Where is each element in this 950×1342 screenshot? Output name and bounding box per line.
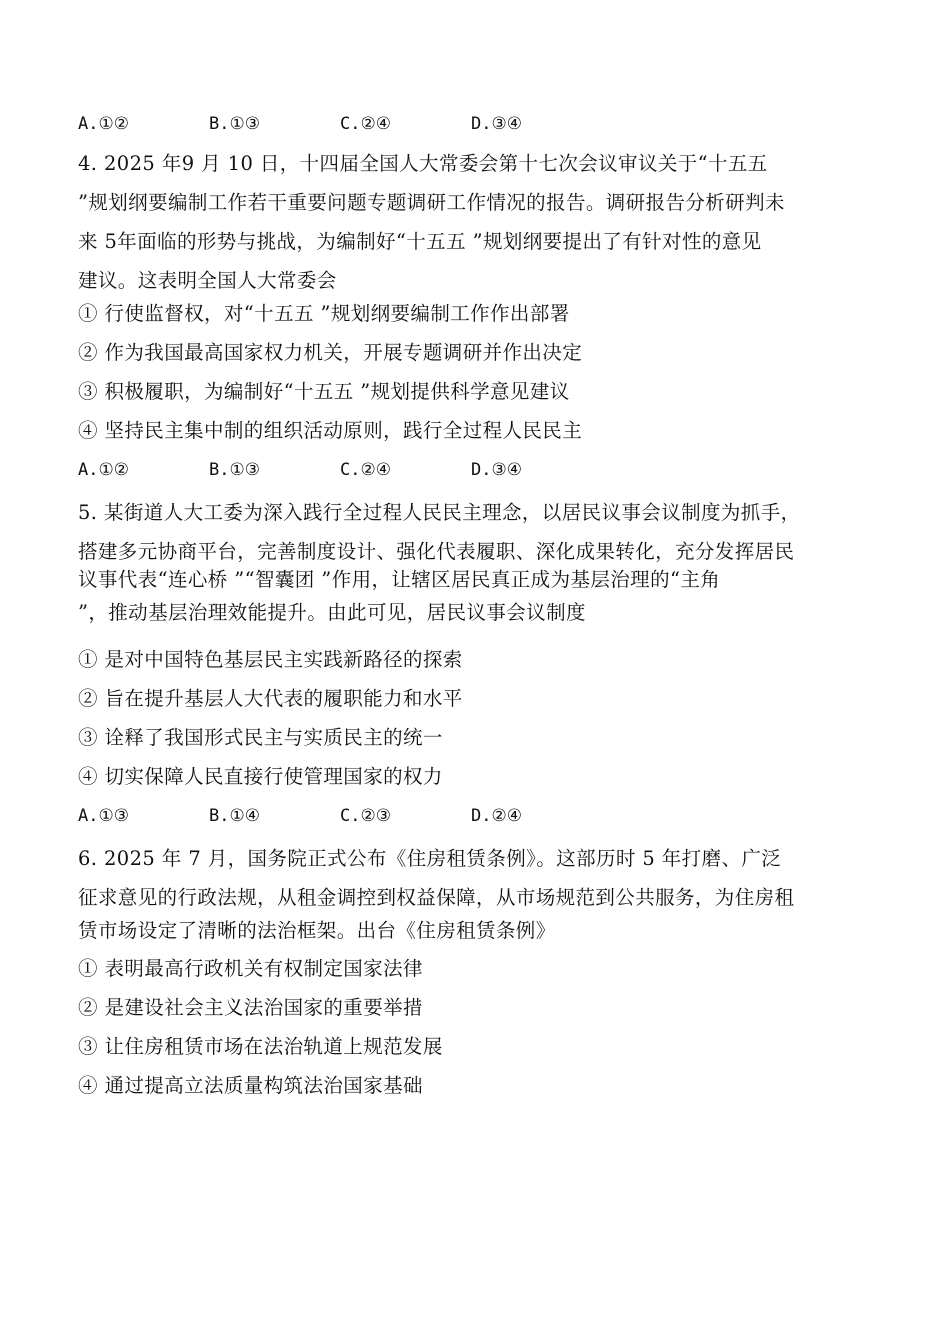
q5-choice-a[interactable]: A.①③ [78,806,129,826]
q6-option-4: ④ 通过提高立法质量构筑法治国家基础 [78,1074,423,1097]
q6-option-1: ① 表明最高行政机关有权制定国家法律 [78,957,423,980]
q4-choices [78,457,878,483]
q5-stem-line: 议事代表“连心桥 ”“智囊团 ”作用，让辖区居民真正成为基层治理的“主角 [78,568,721,591]
q5-option-1: ① 是对中国特色基层民主实践新路径的探索 [78,648,463,671]
q3-choices [78,111,878,137]
q5-choice-b[interactable]: B.①④ [209,806,260,826]
q5-stem-line: ”，推动基层治理效能提升。由此可见，居民议事会议制度 [78,601,586,624]
q3-choice-d[interactable]: D.③④ [471,114,522,134]
q4-option-2: ② 作为我国最高国家权力机关，开展专题调研并作出决定 [78,341,583,364]
q4-stem-line: ”规划纲要编制工作若干重要问题专题调研工作情况的报告。调研报告分析研判未 [78,191,785,214]
q4-stem-line: 来 5年面临的形势与挑战，为编制好“十五五 ”规划纲要提出了有针对性的意见 [78,230,762,253]
q5-stem-line: 5. 某街道人大工委为深入践行全过程人民民主理念，以居民议事会议制度为抓手， [78,501,801,524]
q4-choice-c[interactable]: C.②④ [340,460,391,480]
q5-option-2: ② 旨在提升基层人大代表的履职能力和水平 [78,687,463,710]
q5-option-4: ④ 切实保障人民直接行使管理国家的权力 [78,765,443,788]
q5-option-3: ③ 诠释了我国形式民主与实质民主的统一 [78,726,443,749]
q5-choice-d[interactable]: D.②④ [471,806,522,826]
q6-option-3: ③ 让住房租赁市场在法治轨道上规范发展 [78,1035,443,1058]
q3-choice-a[interactable]: A.①② [78,114,129,134]
q3-choice-b[interactable]: B.①③ [209,114,260,134]
q5-choice-c[interactable]: C.②③ [340,806,391,826]
q4-option-1: ① 行使监督权，对“十五五 ”规划纲要编制工作作出部署 [78,302,570,325]
q6-stem-line: 赁市场设定了清晰的法治框架。出台《住房租赁条例》 [78,919,556,942]
q6-stem-line: 征求意见的行政法规，从租金调控到权益保障，从市场规范到公共服务，为住房租 [78,886,795,909]
q4-choice-d[interactable]: D.③④ [471,460,522,480]
q4-option-3: ③ 积极履职，为编制好“十五五 ”规划提供科学意见建议 [78,380,570,403]
q3-choice-c[interactable]: C.②④ [340,114,391,134]
q4-choice-a[interactable]: A.①② [78,460,129,480]
q4-stem-line: 建议。这表明全国人大常委会 [78,269,337,292]
q6-option-2: ② 是建设社会主义法治国家的重要举措 [78,996,423,1019]
q4-option-4: ④ 坚持民主集中制的组织活动原则，践行全过程人民民主 [78,419,583,442]
q5-choices [78,803,878,829]
q5-stem-line: 搭建多元协商平台，完善制度设计、强化代表履职、深化成果转化，充分发挥居民 [78,540,795,563]
q4-stem-line: 4. 2025 年9 月 10 日，十四届全国人大常委会第十七次会议审议关于“十五五 [78,152,768,175]
q4-choice-b[interactable]: B.①③ [209,460,260,480]
q6-stem-line: 6. 2025 年 7 月，国务院正式公布《住房租赁条例》。这部历时 5 年打磨、广泛 [78,847,782,870]
